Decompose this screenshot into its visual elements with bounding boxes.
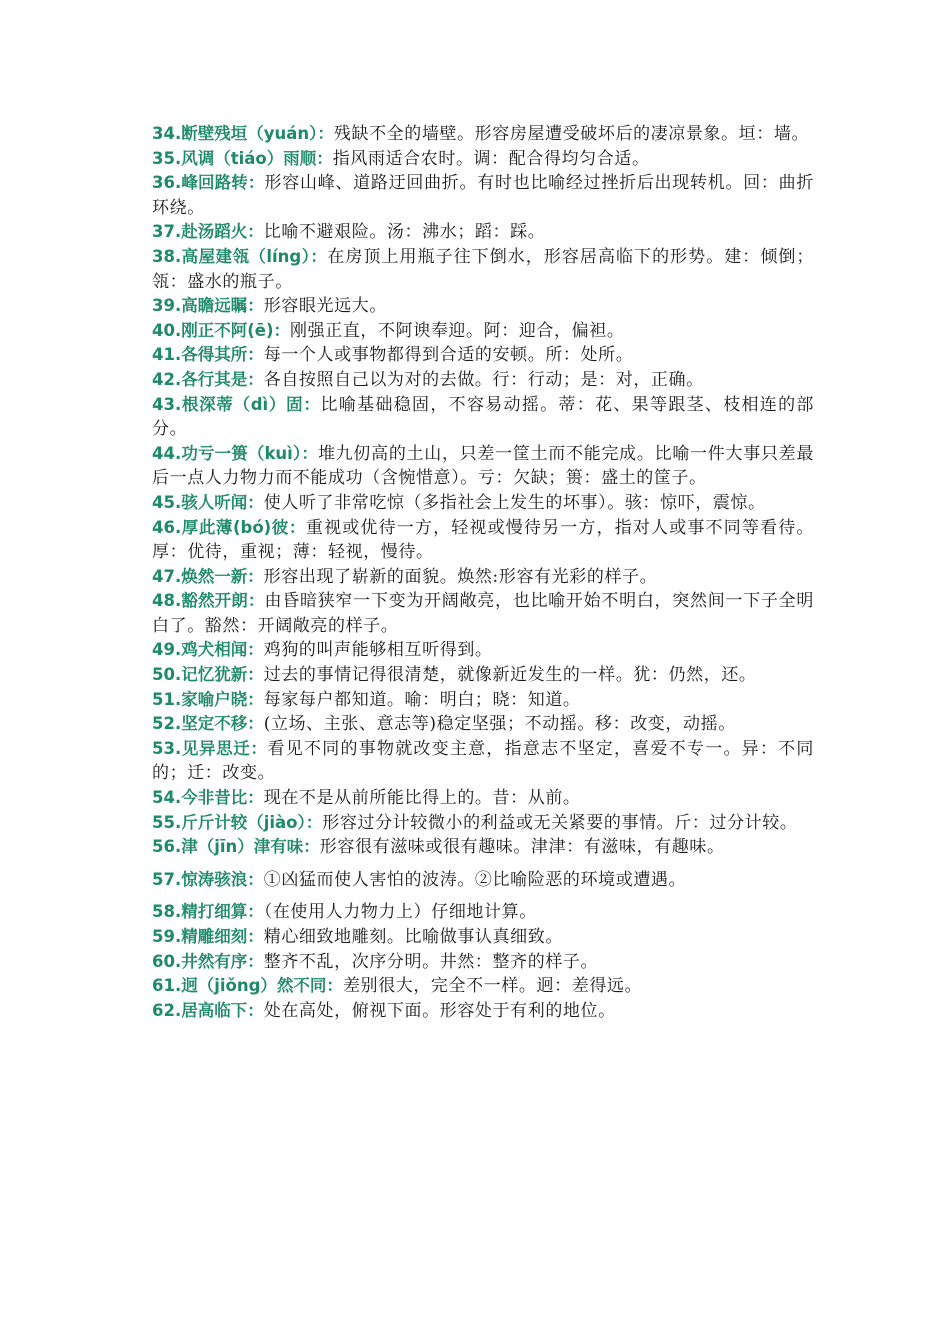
entry-term: 40.刚正不阿(ē)： — [152, 320, 291, 340]
entry-term: 60.井然有序： — [152, 951, 264, 971]
entry-definition: 比喻不避艰险。汤：沸水；蹈：踩。 — [263, 222, 546, 243]
entry-59 — [152, 925, 814, 950]
entry-55 — [152, 811, 814, 836]
entry-term: 42.各行其是： — [152, 369, 264, 389]
entry-definition: 差别很大，完全不一样。迥：差得远。 — [342, 976, 643, 997]
entry-47 — [152, 565, 814, 590]
entry-definition: 整齐不乱，次序分明。井然：整齐的样子。 — [263, 951, 599, 972]
entry-term: 43.根深蒂（dì）固： — [152, 394, 321, 414]
entry-term: 47.焕然一新： — [152, 566, 264, 586]
entry-definition: 比喻基础稳固，不容易动摇。蒂：花、果等跟茎、枝相连的部分。 — [152, 394, 814, 440]
entry-44 — [152, 442, 814, 491]
entry-57 — [152, 868, 814, 893]
entry-definition: 指风雨适合农时。调：配合得均匀合适。 — [332, 148, 650, 169]
entry-58 — [152, 900, 814, 925]
entry-term: 54.今非昔比： — [152, 788, 264, 808]
entry-term: 35.风调（tiáo）雨顺： — [152, 148, 333, 168]
entry-definition: ①凶猛而使人害怕的波涛。②比喻险恶的环境或遭遇。 — [263, 869, 687, 890]
entry-51 — [152, 688, 814, 713]
entry-definition: 形容很有滋味或很有趣味。津津：有滋味，有趣味。 — [319, 837, 725, 858]
entry-45 — [152, 491, 814, 516]
entry-54 — [152, 786, 814, 811]
entry-term: 52.坚定不移： — [152, 714, 264, 734]
entry-term: 44.功亏一篑（kuì）： — [152, 443, 318, 463]
entry-40 — [152, 319, 814, 344]
entry-46 — [152, 516, 814, 565]
entry-term: 53.见异思迁： — [152, 738, 268, 758]
entry-definition: 使人听了非常吃惊（多指社会上发生的坏事）。骇：惊吓，震惊。 — [263, 492, 766, 513]
entry-definition: 过去的事情记得很清楚，就像新近发生的一样。犹：仍然，还。 — [263, 665, 757, 686]
entry-37 — [152, 220, 814, 245]
entry-60 — [152, 950, 814, 975]
entry-52 — [152, 712, 814, 737]
entry-term: 45.骇人听闻： — [152, 492, 264, 512]
entry-definition: 每一个人或事物都得到合适的安顿。所：处所。 — [263, 345, 634, 366]
entry-term: 46.厚此薄(bó)彼： — [152, 517, 306, 537]
entry-56 — [152, 835, 814, 860]
entry-term: 56.津（jīn）津有味： — [152, 837, 320, 857]
entry-53 — [152, 737, 814, 786]
entry-definition: 形容山峰、道路迂回曲折。有时也比喻经过挫折后出现转机。回：曲折环绕。 — [152, 173, 814, 218]
entry-definition: 各自按照自己以为对的去做。行：行动；是：对，正确。 — [263, 369, 704, 390]
entry-term: 41.各得其所： — [152, 345, 264, 365]
entry-definition: 在房顶上用瓶子往下倒水，形容居高临下的形势。建：倾倒；瓴：盛水的瓶子。 — [152, 246, 814, 292]
document-page — [152, 122, 814, 1023]
entry-definition: 形容眼光远大。 — [263, 296, 387, 317]
entry-definition: 由昏暗狭窄一下变为开阔敞亮，也比喻开始不明白，突然间一下子全明白了。豁然：开阔敞亮的样子。 — [152, 591, 814, 636]
entry-term: 38.高屋建瓴（líng）： — [152, 246, 328, 266]
entry-term: 34.断壁残垣（yuán）： — [152, 124, 334, 143]
entry-term: 39.高瞻远瞩： — [152, 296, 264, 316]
entry-term: 50.记忆犹新： — [152, 665, 264, 685]
entry-term: 51.家喻户晓： — [152, 689, 264, 709]
entry-term: 59.精雕细刻： — [152, 927, 264, 946]
entry-42 — [152, 368, 814, 393]
entry-41 — [152, 343, 814, 368]
entry-43 — [152, 393, 814, 442]
entry-definition: 精心细致地雕刻。比喻做事认真细致。 — [263, 927, 563, 947]
entry-term: 61.迥（jiǒng）然不同： — [152, 976, 343, 996]
entry-definition: （在使用人力物力上）仔细地计算。 — [263, 902, 537, 923]
entry-definition: 残缺不全的墙壁。形容房屋遭受破坏后的凄凉景象。垣：墙。 — [333, 124, 810, 144]
entry-36 — [152, 171, 814, 220]
entry-term: 36.峰回路转： — [152, 173, 265, 193]
entry-34 — [152, 122, 814, 147]
entry-definition: 每家每户都知道。喻：明白；晓：知道。 — [263, 689, 581, 710]
entry-50 — [152, 663, 814, 688]
entry-48 — [152, 589, 814, 638]
entry-35 — [152, 147, 814, 172]
entry-39 — [152, 294, 814, 319]
entry-term: 58.精打细算： — [152, 902, 264, 922]
entry-term: 57.惊涛骇浪： — [152, 869, 264, 889]
entry-definition: 看见不同的事物就改变主意，指意志不坚定，喜爱不专一。异：不同的；迁：改变。 — [152, 738, 814, 784]
entry-definition: 鸡狗的叫声能够相互听得到。 — [263, 640, 493, 661]
entry-term: 37.赴汤蹈火： — [152, 222, 264, 242]
entry-definition: 现在不是从前所能比得上的。昔：从前。 — [263, 788, 581, 809]
entry-definition: 重视或优待一方，轻视或慢待另一方，指对人或事不同等看待。厚：优待，重视；薄：轻视，慢待。 — [152, 517, 814, 563]
entry-definition: 形容出现了崭新的面貌。焕然:形容有光彩的样子。 — [263, 566, 658, 587]
entry-term: 48.豁然开朗： — [152, 591, 265, 611]
entry-definition: 处在高处，俯视下面。形容处于有利的地位。 — [263, 1000, 616, 1021]
entry-62 — [152, 999, 814, 1024]
entry-61 — [152, 974, 814, 999]
entry-definition: 形容过分计较微小的利益或无关紧要的事情。斤：过分计较。 — [322, 812, 798, 833]
entry-49 — [152, 638, 814, 663]
entry-definition: (立场、主张、意志等)稳定坚强；不动摇。移：改变，动摇。 — [263, 714, 736, 735]
entry-definition: 刚强正直，不阿谀奉迎。阿：迎合，偏袒。 — [290, 320, 625, 341]
entry-definition: 堆九仞高的土山，只差一筐土而不能完成。比喻一件大事只差最后一点人力物力而不能成功（含惋惜意）。亏：欠缺；篑：盛土的筐子。 — [152, 443, 814, 489]
entry-term: 62.居高临下： — [152, 1000, 264, 1020]
entry-38 — [152, 245, 814, 294]
entry-term: 55.斤斤计较（jiào）： — [152, 812, 323, 832]
entry-term: 49.鸡犬相闻： — [152, 640, 264, 660]
